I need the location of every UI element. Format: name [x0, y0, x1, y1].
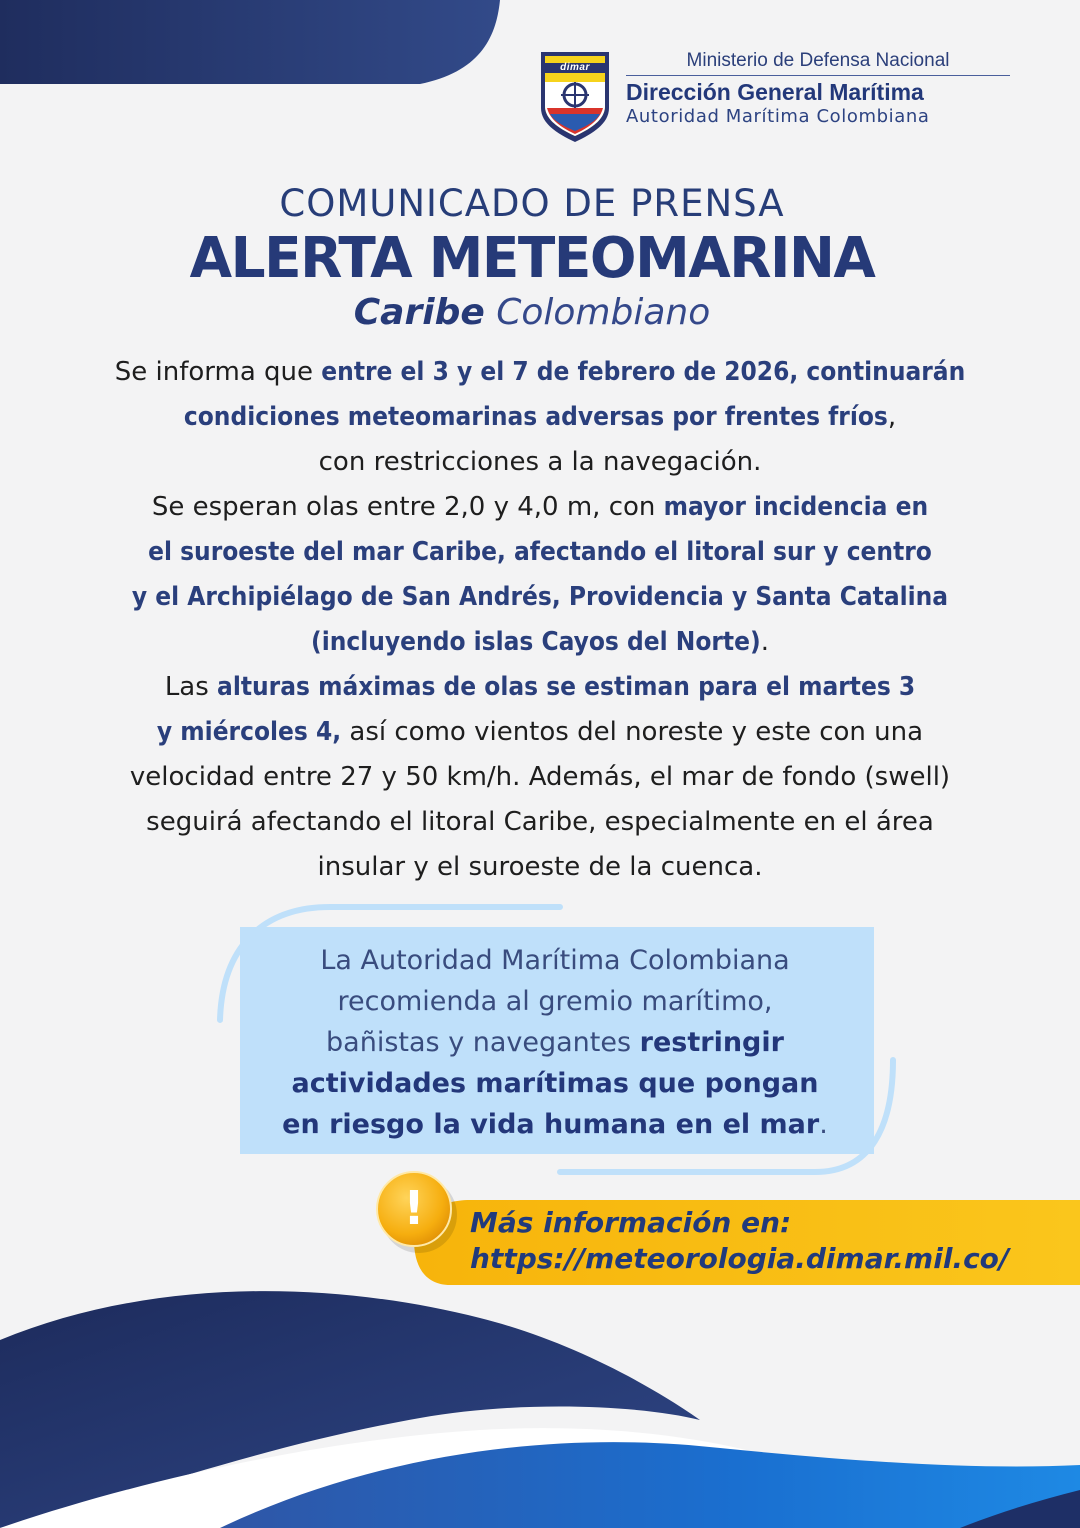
- rec-text: bañistas y navegantes: [326, 1027, 640, 1058]
- body-text: Se esperan olas entre 2,0 y 4,0 m, con: [151, 492, 664, 522]
- body-highlight: alturas máximas de olas se estiman para el martes 3: [217, 672, 916, 702]
- alert-exclamation-icon: !: [403, 1181, 425, 1235]
- logo-wordmark: dimar: [560, 62, 590, 73]
- press-release-label: COMUNICADO DE PRENSA: [279, 182, 785, 225]
- region-light: Colombiano: [496, 292, 711, 333]
- more-info-link[interactable]: https://meteorologia.dimar.mil.co/: [470, 1242, 1010, 1275]
- region-subtitle: [0, 290, 1064, 336]
- rec-line: [240, 1104, 870, 1145]
- title-block: [0, 180, 1064, 336]
- more-info-block: [470, 1205, 1009, 1277]
- body-line: el suroeste del mar Caribe, afectando el litoral sur y centro: [148, 537, 932, 567]
- body-line: velocidad entre 27 y 50 km/h. Además, el mar de fondo (swell): [129, 762, 951, 792]
- body-highlight: (incluyendo islas Cayos del Norte): [311, 627, 761, 657]
- recommendation-text: [240, 940, 870, 1145]
- body-line: y el Archipiélago de San Andrés, Providencia y Santa Catalina: [131, 582, 949, 612]
- body-line: [30, 395, 1050, 440]
- rec-line: recomienda al gremio marítimo,: [337, 986, 773, 1017]
- body-line: [30, 485, 1050, 530]
- region-bold: Caribe: [353, 292, 485, 333]
- body-text: así como vientos del noreste y este con una: [341, 717, 924, 747]
- body-line: [30, 665, 1050, 710]
- body-highlight: entre el 3 y el 7 de febrero de 2026, continuarán: [321, 357, 966, 387]
- rec-line: actividades marítimas que pongan: [291, 1068, 819, 1099]
- body-highlight: mayor incidencia en: [663, 492, 929, 522]
- authority-name: Autoridad Marítima Colombiana: [626, 106, 930, 127]
- body-line: seguirá afectando el litoral Caribe, especialmente en el área: [146, 807, 934, 837]
- rec-highlight: restringir: [639, 1027, 784, 1058]
- bulletin-body: [30, 350, 1050, 890]
- rec-line: [240, 1022, 870, 1063]
- body-line: [30, 620, 1050, 665]
- body-highlight: y miércoles 4,: [156, 717, 342, 747]
- top-corner-shape: [0, 0, 500, 84]
- body-line: insular y el suroeste de la cuenca.: [317, 852, 763, 882]
- body-highlight: condiciones meteomarinas adversas por frentes fríos: [183, 402, 888, 432]
- body-text: Las: [164, 672, 218, 702]
- rec-line: La Autoridad Marítima Colombiana: [320, 945, 790, 976]
- body-text: .: [760, 627, 769, 657]
- body-line: [30, 710, 1050, 755]
- ministry-label: Ministerio de Defensa Nacional: [626, 50, 1010, 76]
- organization-name: Dirección General Marítima: [626, 79, 924, 105]
- body-text: Se informa que: [114, 357, 322, 387]
- rec-text: .: [819, 1109, 828, 1140]
- rec-highlight: en riesgo la vida humana en el mar: [282, 1109, 820, 1140]
- body-text: ,: [887, 402, 897, 432]
- header-org-block: [626, 50, 1010, 127]
- alert-title: ALERTA METEOMARINA: [189, 226, 875, 291]
- more-info-label: Más información en:: [470, 1206, 792, 1239]
- body-line: con restricciones a la navegación.: [318, 447, 762, 477]
- body-line: [30, 350, 1050, 395]
